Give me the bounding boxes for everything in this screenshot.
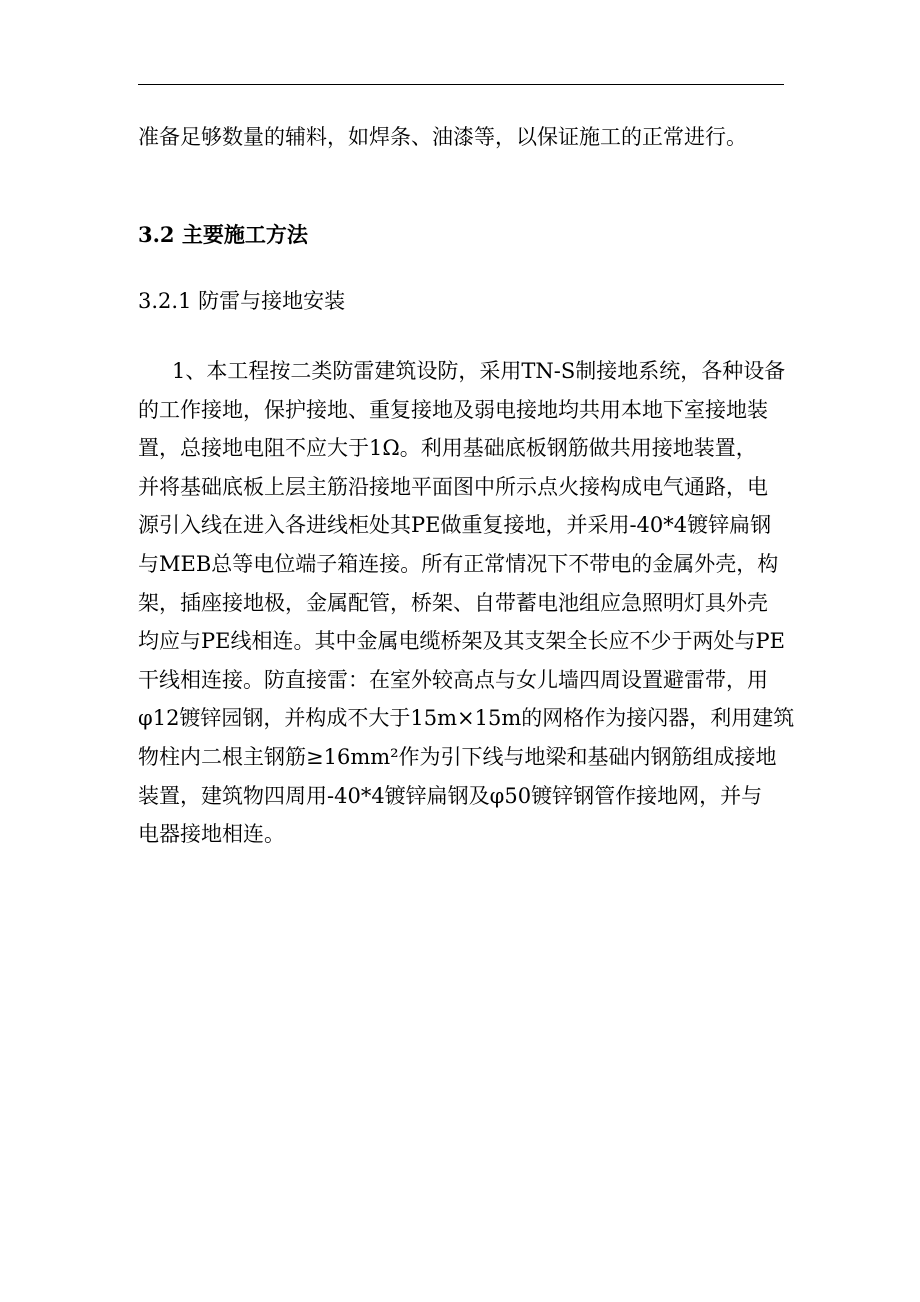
paragraph-line: 装置，建筑物四周用-40*4镀锌扁钢及φ50镀锌钢管作接地网，并与 [138, 783, 763, 808]
section-heading: 3.2 主要施工方法 [138, 222, 308, 247]
paragraph-line: 物柱内二根主钢筋≥16mm²作为引下线与地梁和基础内钢筋组成接地 [138, 744, 777, 769]
paragraph-line: 架，插座接地极，金属配管，桥架、自带蓄电池组应急照明灯具外壳 [138, 590, 768, 615]
paragraph-line: 与MEB总等电位端子箱连接。所有正常情况下不带电的金属外壳，构 [138, 551, 779, 576]
paragraph-line: 置，总接地电阻不应大于1Ω。利用基础底板钢筋做共用接地装置， [138, 436, 757, 461]
paragraph-line: 干线相连接。防直接雷：在室外较高点与女儿墙四周设置避雷带，用 [138, 667, 768, 692]
paragraph-line: 源引入线在进入各进线柜处其PE做重复接地，并采用-40*4镀锌扁钢 [138, 513, 772, 538]
paragraph-line: 1、本工程按二类防雷建筑设防，采用TN-S制接地系统，各种设备 [172, 359, 786, 383]
body-paragraph [138, 352, 795, 854]
header-rule [138, 84, 784, 85]
subsection-heading: 3.2.1 防雷与接地安装 [138, 289, 346, 313]
paragraph-line: φ12镀锌园钢，并构成不大于15m×15m的网格作为接闪器，利用建筑 [138, 706, 795, 731]
paragraph-line: 均应与PE线相连。其中金属电缆桥架及其支架全长应不少于两处与PE [138, 629, 785, 654]
intro-text: 准备足够数量的辅料，如焊条、油漆等，以保证施工的正常进行。 [138, 125, 747, 149]
paragraph-line: 并将基础底板上层主筋沿接地平面图中所示点火接构成电气通路，电 [138, 474, 768, 499]
paragraph-line: 电器接地相连。 [138, 822, 285, 847]
paragraph-line: 的工作接地，保护接地、重复接地及弱电接地均共用本地下室接地装 [138, 397, 768, 422]
